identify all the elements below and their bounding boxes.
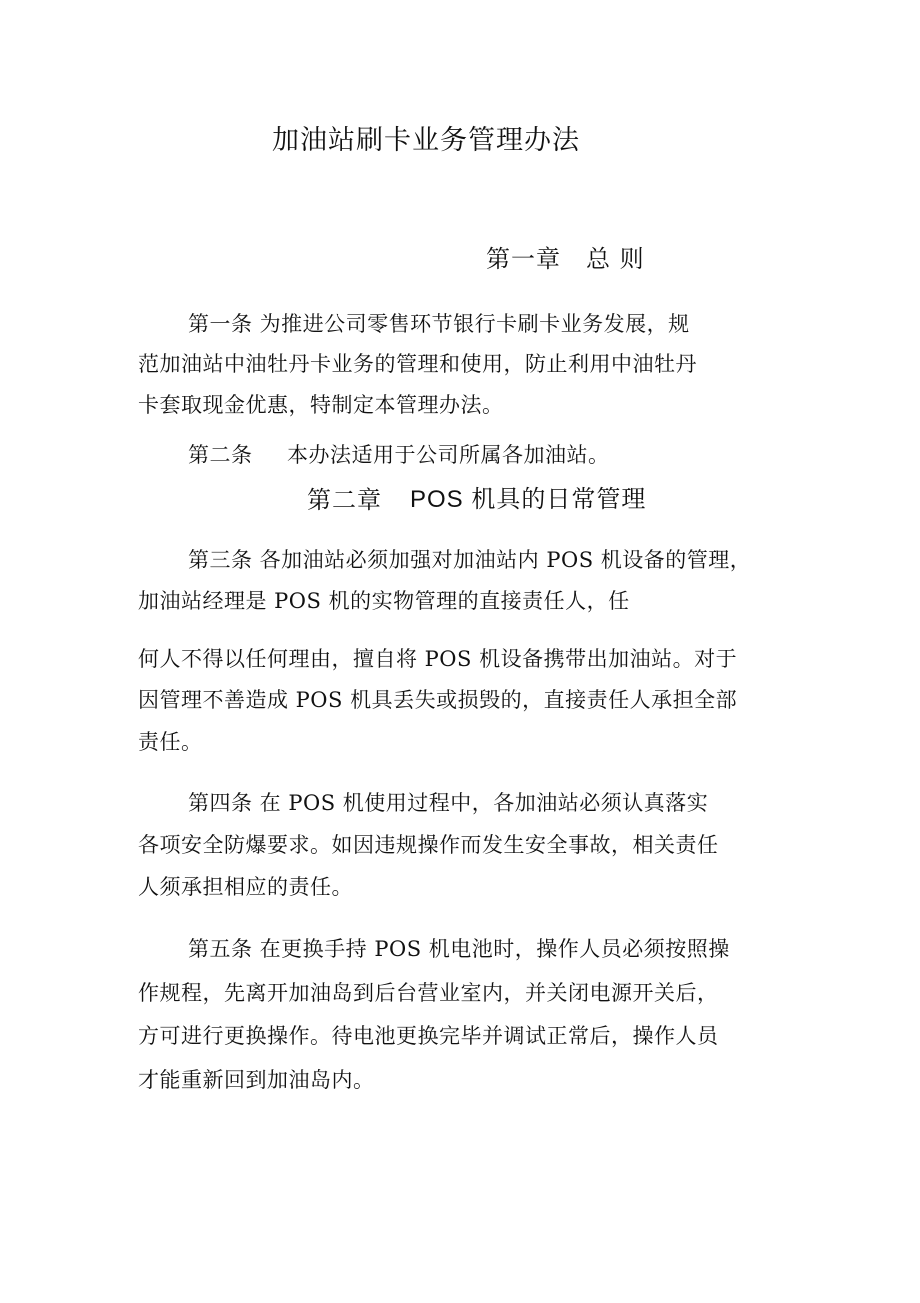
chapter-1-label: 第一章 <box>486 245 561 273</box>
article-1-line: 范加油站中油牡丹卡业务的管理和使用，防止利用中油牡丹 <box>138 352 697 376</box>
article-4-line: 各项安全防爆要求。如因违规操作而发生安全事故，相关责任 <box>138 833 719 857</box>
article-5-line: 才能重新回到加油岛内。 <box>138 1068 375 1092</box>
document-title: 加油站刷卡业务管理办法 <box>272 125 580 156</box>
article-3-line: 加油站经理是 POS 机的实物管理的直接责任人，任 <box>138 589 630 613</box>
article-1-line: 第一条 为推进公司零售环节银行卡刷卡业务发展，规 <box>188 312 690 336</box>
chapter-2-label: 第二章 <box>307 486 382 514</box>
article-2-text: 本办法适用于公司所属各加油站。 <box>287 443 610 467</box>
article-3-line: 因管理不善造成 POS 机具丢失或损毁的，直接责任人承担全部 <box>138 688 738 712</box>
article-1-line: 卡套取现金优惠，特制定本管理办法。 <box>138 393 504 417</box>
article-4-line: 人须承担相应的责任。 <box>138 875 353 899</box>
article-3-line: 第三条 各加油站必须加强对加油站内 POS 机设备的管理， <box>188 548 752 572</box>
chapter-2-name: POS 机具的日常管理 <box>410 486 647 513</box>
article-2-label: 第二条 <box>188 443 253 467</box>
article-5-line: 第五条 在更换手持 POS 机电池时，操作人员必须按照操 <box>188 937 730 961</box>
chapter-1-name: 总 则 <box>586 245 645 273</box>
article-3-line: 责任。 <box>138 730 203 754</box>
article-3-line: 何人不得以任何理由，擅自将 POS 机设备携带出加油站。对于 <box>138 647 738 671</box>
article-5-line: 方可进行更换操作。待电池更换完毕并调试正常后，操作人员 <box>138 1024 719 1048</box>
article-4-line: 第四条 在 POS 机使用过程中，各加油站必须认真落实 <box>188 791 709 815</box>
article-5-line: 作规程，先离开加油岛到后台营业室内，并关闭电源开关后， <box>138 981 719 1005</box>
